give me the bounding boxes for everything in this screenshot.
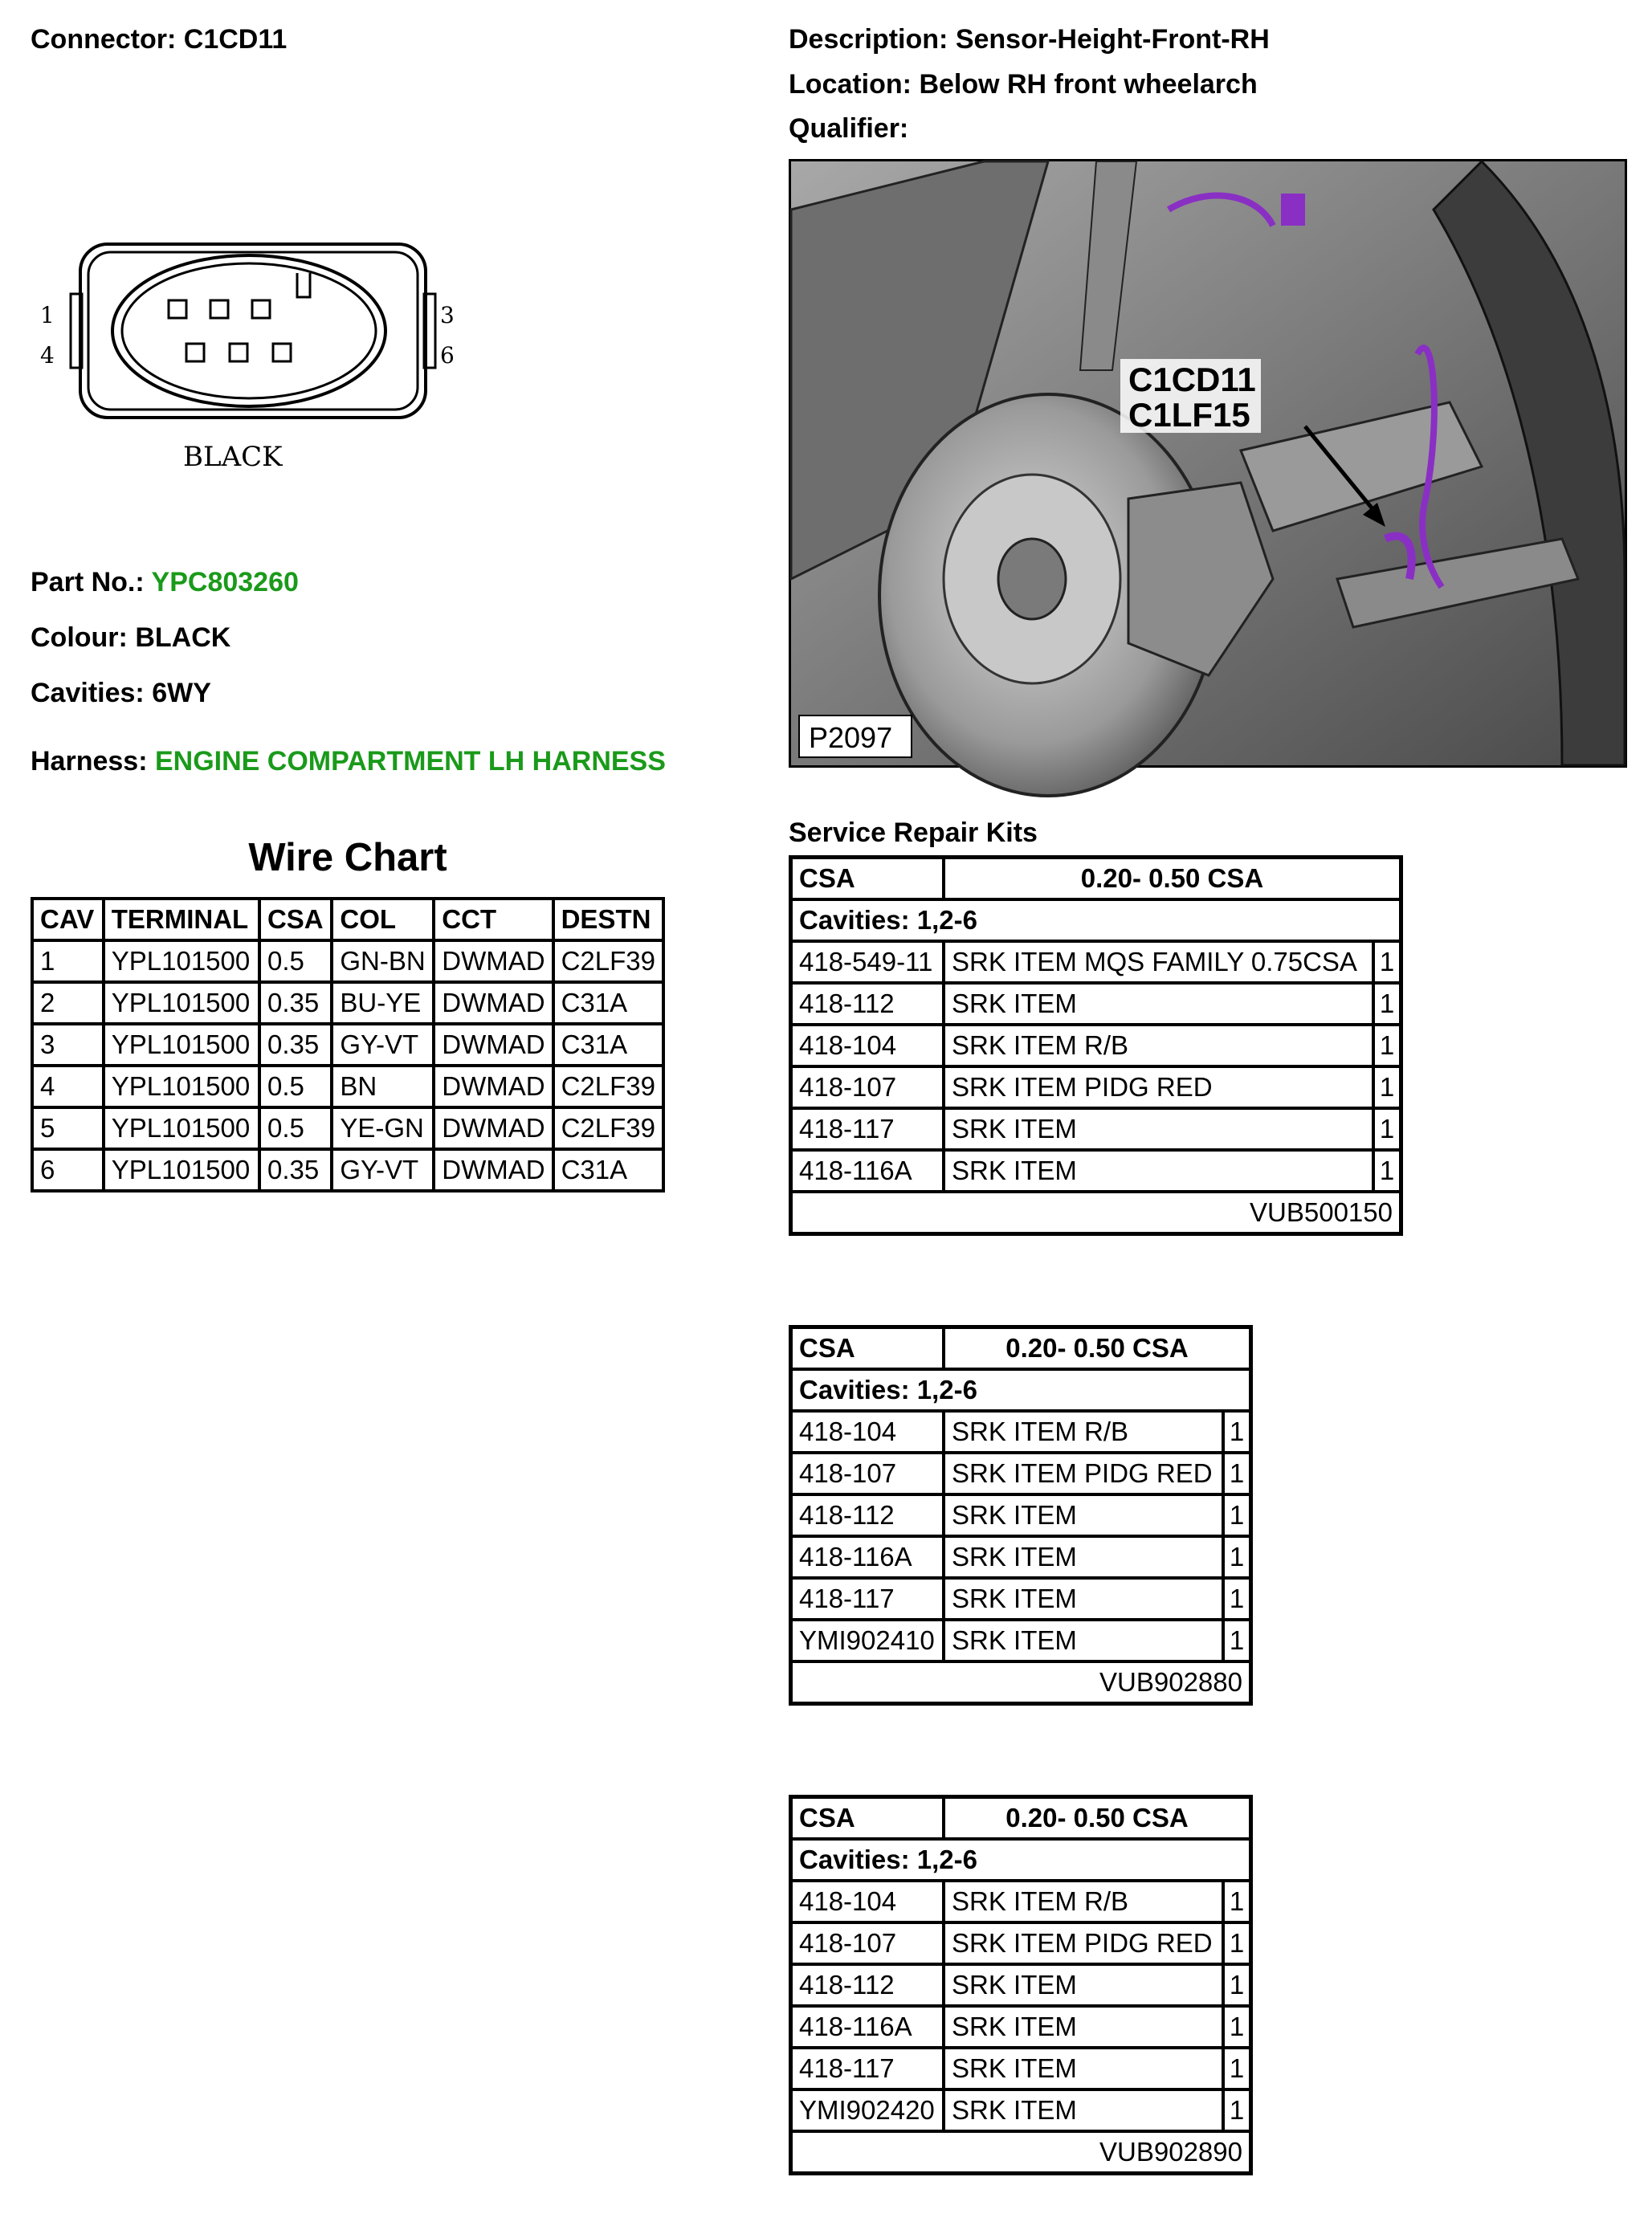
kit-item-part: YMI902420 (791, 2089, 944, 2131)
wire-cell-cct: DWMAD (434, 1107, 553, 1149)
location-label: Location: (789, 69, 912, 100)
kit-item-qty: 1 (1223, 1922, 1251, 1964)
kit-header-row (791, 1327, 1251, 1370)
kit-item-qty: 1 (1373, 1150, 1401, 1192)
kit-item-description: SRK ITEM (944, 1108, 1373, 1150)
wire-cell-terminal: YPL101500 (104, 1149, 259, 1191)
location-illustration (791, 161, 1625, 765)
kit-item-row (791, 1536, 1251, 1578)
wire-cell-col: YE-GN (332, 1107, 434, 1149)
kit-item-row (791, 941, 1401, 983)
kit-item-description: SRK ITEM R/B (944, 1411, 1223, 1453)
wire-row (32, 1066, 663, 1107)
kit-item-part: 418-116A (791, 1536, 944, 1578)
kit-item-qty: 1 (1223, 1881, 1251, 1922)
wire-cell-cav: 2 (32, 982, 104, 1024)
wire-cell-col: GY-VT (332, 1149, 434, 1191)
col-csa: CSA (259, 899, 332, 940)
kit-header-row (791, 1797, 1251, 1840)
kit-item-part: 418-117 (791, 1108, 944, 1150)
pin-label-1: 1 (40, 302, 55, 328)
harness-label: Harness: (31, 746, 148, 777)
kit-header-row (791, 858, 1401, 900)
kit-item-part: 418-107 (791, 1453, 944, 1494)
kit-item-description: SRK ITEM (944, 983, 1373, 1025)
colour-value: BLACK (135, 622, 231, 653)
wire-row (32, 1149, 663, 1191)
kit-number: VUB500150 (791, 1192, 1401, 1234)
kit-item-row (791, 1150, 1401, 1192)
wire-cell-cct: DWMAD (434, 1066, 553, 1107)
wire-chart-title: Wire Chart (248, 836, 447, 879)
wire-cell-destn: C31A (553, 1024, 663, 1066)
kit-item-description: SRK ITEM (944, 1964, 1223, 2006)
wire-row (32, 982, 663, 1024)
col-terminal: TERMINAL (104, 899, 259, 940)
kit-number-row (791, 2131, 1251, 2174)
part-number-value[interactable]: YPC803260 (151, 567, 299, 597)
kit-item-row (791, 1108, 1401, 1150)
colour-label: Colour: (31, 622, 128, 653)
wire-cell-terminal: YPL101500 (104, 940, 259, 982)
kit-number-row (791, 1192, 1401, 1234)
kit-item-qty: 1 (1223, 2006, 1251, 2048)
col-destn: DESTN (553, 899, 663, 940)
kit-item-description: SRK ITEM (944, 1536, 1223, 1578)
kit-item-row (791, 983, 1401, 1025)
repair-kit-3 (789, 1795, 1253, 2175)
kit-item-qty: 1 (1373, 983, 1401, 1025)
cavities-label: Cavities: (31, 678, 145, 708)
cavities-value: 6WY (152, 678, 211, 708)
kit-item-row (791, 1066, 1401, 1108)
kit-cavities-row (791, 1839, 1251, 1881)
kit-item-qty: 1 (1223, 1964, 1251, 2006)
kit-item-qty: 1 (1223, 2048, 1251, 2089)
wire-cell-csa: 0.35 (259, 1149, 332, 1191)
wire-row (32, 940, 663, 982)
location-photo (789, 159, 1627, 768)
wire-cell-terminal: YPL101500 (104, 1024, 259, 1066)
kit-item-row (791, 1620, 1251, 1661)
kit-item-qty: 1 (1373, 1108, 1401, 1150)
kit-item-row (791, 1964, 1251, 2006)
location-value: Below RH front wheelarch (919, 69, 1258, 100)
location-line (789, 69, 1258, 100)
connector-value: C1CD11 (183, 24, 288, 55)
col-col: COL (332, 899, 434, 940)
wire-cell-csa: 0.5 (259, 1107, 332, 1149)
wire-cell-destn: C2LF39 (553, 940, 663, 982)
repair-kits-title: Service Repair Kits (789, 817, 1038, 848)
harness-line (31, 746, 666, 777)
kit-item-part: 418-104 (791, 1025, 944, 1066)
kit-item-part: 418-112 (791, 1494, 944, 1536)
connector-line (31, 24, 287, 55)
description-label: Description: (789, 24, 948, 55)
wire-cell-terminal: YPL101500 (104, 982, 259, 1024)
wire-cell-cct: DWMAD (434, 940, 553, 982)
kit-item-row (791, 1453, 1251, 1494)
kit-item-qty: 1 (1223, 1620, 1251, 1661)
cavities-line (31, 678, 211, 709)
kit-item-part: 418-104 (791, 1411, 944, 1453)
col-cav: CAV (32, 899, 104, 940)
kit-item-row (791, 2006, 1251, 2048)
kit-cavities: Cavities: 1,2-6 (791, 1839, 1251, 1881)
connector-colour-label: BLACK (183, 441, 283, 473)
kit-csa-label: CSA (791, 858, 944, 900)
kit-item-description: SRK ITEM (944, 2048, 1223, 2089)
kit-item-part: 418-112 (791, 983, 944, 1025)
kit-item-qty: 1 (1373, 1025, 1401, 1066)
kit-item-description: SRK ITEM (944, 2006, 1223, 2048)
kit-cavities: Cavities: 1,2-6 (791, 1369, 1251, 1411)
wire-cell-cav: 1 (32, 940, 104, 982)
pin-label-4: 4 (40, 342, 55, 369)
kit-item-part: YMI902410 (791, 1620, 944, 1661)
kit-item-row (791, 1411, 1251, 1453)
wire-cell-cct: DWMAD (434, 982, 553, 1024)
wire-cell-col: GN-BN (332, 940, 434, 982)
repair-kit-1 (789, 855, 1403, 1236)
wire-cell-cav: 6 (32, 1149, 104, 1191)
repair-kit-2 (789, 1325, 1253, 1706)
kit-item-qty: 1 (1223, 1494, 1251, 1536)
kit-number: VUB902890 (791, 2131, 1251, 2174)
kit-item-description: SRK ITEM (944, 1578, 1223, 1620)
col-cct: CCT (434, 899, 553, 940)
kit-item-qty: 1 (1373, 1066, 1401, 1108)
kit-csa-label: CSA (791, 1327, 944, 1370)
wire-row (32, 1024, 663, 1066)
wire-cell-col: GY-VT (332, 1024, 434, 1066)
pin-label-6: 6 (440, 342, 455, 369)
kit-item-row (791, 2048, 1251, 2089)
kit-item-description: SRK ITEM PIDG RED (944, 1922, 1223, 1964)
colour-line (31, 622, 230, 654)
kit-cavities-row (791, 899, 1401, 941)
pin-label-3: 3 (440, 302, 455, 328)
kit-item-description: SRK ITEM MQS FAMILY 0.75CSA (944, 941, 1373, 983)
kit-csa-value: 0.20- 0.50 CSA (944, 858, 1401, 900)
kit-item-description: SRK ITEM R/B (944, 1025, 1373, 1066)
kit-item-row (791, 1578, 1251, 1620)
part-number-label: Part No.: (31, 567, 145, 597)
kit-item-qty: 1 (1223, 1536, 1251, 1578)
wire-cell-destn: C2LF39 (553, 1066, 663, 1107)
kit-cavities: Cavities: 1,2-6 (791, 899, 1401, 941)
harness-value[interactable]: ENGINE COMPARTMENT LH HARNESS (154, 746, 666, 777)
wire-cell-csa: 0.5 (259, 1066, 332, 1107)
wire-cell-destn: C2LF39 (553, 1107, 663, 1149)
kit-item-part: 418-116A (791, 1150, 944, 1192)
kit-item-description: SRK ITEM (944, 1494, 1223, 1536)
wire-cell-col: BN (332, 1066, 434, 1107)
figure-id: P2097 (809, 721, 893, 754)
wire-cell-terminal: YPL101500 (104, 1107, 259, 1149)
connector-face-diagram (32, 233, 455, 482)
callout-connector-1: C1CD11 (1128, 361, 1256, 398)
kit-item-row (791, 1922, 1251, 1964)
kit-item-part: 418-117 (791, 2048, 944, 2089)
kit-item-description: SRK ITEM PIDG RED (944, 1066, 1373, 1108)
kit-csa-value: 0.20- 0.50 CSA (944, 1327, 1251, 1370)
kit-item-row (791, 1025, 1401, 1066)
callout-connector-2: C1LF15 (1128, 396, 1250, 434)
wire-cell-csa: 0.35 (259, 982, 332, 1024)
wire-cell-col: BU-YE (332, 982, 434, 1024)
wire-cell-cav: 5 (32, 1107, 104, 1149)
kit-item-part: 418-112 (791, 1964, 944, 2006)
kit-csa-value: 0.20- 0.50 CSA (944, 1797, 1251, 1840)
wire-cell-cav: 3 (32, 1024, 104, 1066)
description-value: Sensor-Height-Front-RH (955, 24, 1270, 55)
kit-item-description: SRK ITEM (944, 1620, 1223, 1661)
wire-cell-destn: C31A (553, 982, 663, 1024)
wire-row (32, 1107, 663, 1149)
kit-number: VUB902880 (791, 1661, 1251, 1704)
kit-item-description: SRK ITEM R/B (944, 1881, 1223, 1922)
wire-cell-csa: 0.5 (259, 940, 332, 982)
kit-item-row (791, 1881, 1251, 1922)
kit-item-row (791, 2089, 1251, 2131)
kit-cavities-row (791, 1369, 1251, 1411)
part-number-line (31, 567, 299, 598)
wire-cell-terminal: YPL101500 (104, 1066, 259, 1107)
kit-item-description: SRK ITEM (944, 2089, 1223, 2131)
kit-item-part: 418-549-11 (791, 941, 944, 983)
wire-chart-header-row (32, 899, 663, 940)
kit-item-part: 418-107 (791, 1066, 944, 1108)
qualifier-line (789, 113, 908, 145)
kit-item-part: 418-116A (791, 2006, 944, 2048)
kit-item-qty: 1 (1223, 2089, 1251, 2131)
wire-cell-csa: 0.35 (259, 1024, 332, 1066)
kit-item-qty: 1 (1223, 1411, 1251, 1453)
wire-cell-cav: 4 (32, 1066, 104, 1107)
wire-chart-table (31, 897, 665, 1192)
wire-cell-cct: DWMAD (434, 1149, 553, 1191)
qualifier-label: Qualifier: (789, 113, 909, 144)
wire-cell-destn: C31A (553, 1149, 663, 1191)
kit-number-row (791, 1661, 1251, 1704)
kit-item-part: 418-117 (791, 1578, 944, 1620)
kit-item-qty: 1 (1223, 1578, 1251, 1620)
kit-item-row (791, 1494, 1251, 1536)
kit-item-qty: 1 (1373, 941, 1401, 983)
description-line (789, 24, 1270, 55)
kit-item-part: 418-104 (791, 1881, 944, 1922)
wire-cell-cct: DWMAD (434, 1024, 553, 1066)
kit-csa-label: CSA (791, 1797, 944, 1840)
kit-item-part: 418-107 (791, 1922, 944, 1964)
connector-label: Connector: (31, 24, 177, 55)
kit-item-qty: 1 (1223, 1453, 1251, 1494)
kit-item-description: SRK ITEM PIDG RED (944, 1453, 1223, 1494)
kit-item-description: SRK ITEM (944, 1150, 1373, 1192)
